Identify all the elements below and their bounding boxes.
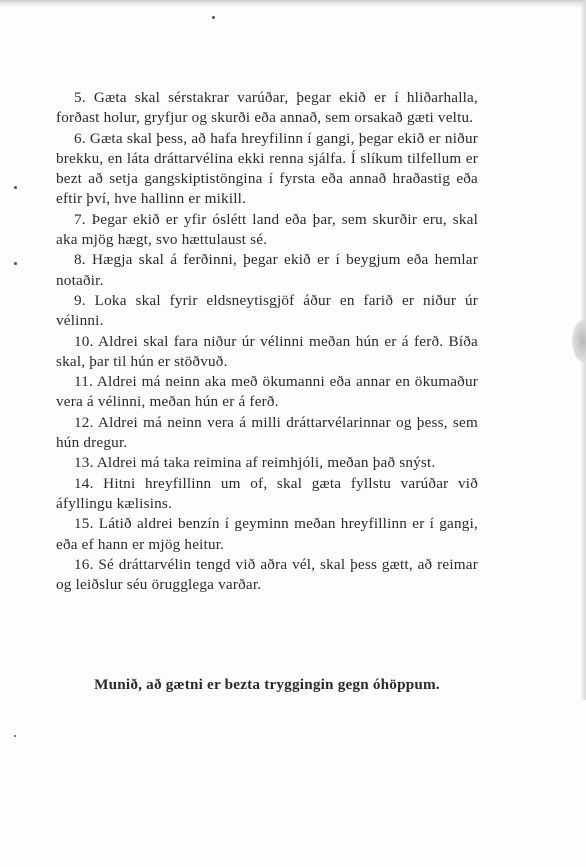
page-top-edge: [0, 0, 586, 8]
binding-shadow: [572, 320, 586, 362]
scan-speck: [14, 186, 17, 189]
scan-speck: [14, 735, 16, 737]
scan-speck: [212, 16, 215, 19]
rule-13: 13. Aldrei má taka reimina af reimhjóli, meðan það snýst.: [74, 454, 436, 472]
rule-14: 14. Hitni hreyfillinn um of, skal gæta fyllstu varúðar við áfyllingu kælisins.: [56, 474, 478, 512]
rule-5: 5. Gæta skal sérstakrar varúðar, þegar ekið er í hliðarhalla, forðast holur, gryfjur og skurði eða annað, sem orsakað gæti veltu.: [56, 89, 478, 127]
scan-speck: [14, 262, 17, 265]
rule-10: 10. Aldrei skal fara niður úr vélinni meðan hún er á ferð. Bíða skal, þar til hún er stöðvuð.: [56, 332, 478, 370]
rules-list: [56, 88, 478, 595]
rule-11: 11. Aldrei má neinn aka með ökumanni eða annar en ökumaður vera á vélinni, meðan hún er á ferð.: [56, 373, 478, 411]
rule-12: 12. Aldrei má neinn vera á milli dráttarvélarinnar og þess, sem hún dregur.: [56, 413, 478, 452]
rule-15: 15. Látið aldrei benzín í geyminn meðan hreyfillinn er í gangi, eða ef hann er mjög heitur.: [56, 515, 478, 553]
rule-8: 8. Hægja skal á ferðinni, þegar ekið er í beygjum eða hemlar notaðir.: [56, 251, 478, 289]
closing-statement: Munið, að gætni er bezta tryggingin gegn óhöppum.: [94, 676, 440, 693]
rule-7: 7. Þegar ekið er yfir óslétt land eða þar, sem skurðir eru, skal aka mjög hægt, svo hættulaust sé.: [56, 210, 478, 249]
rule-6: 6. Gæta skal þess, að hafa hreyfilinn í gangi, þegar ekið er niður brekku, en láta dráttarvélina ekki renna sjálfa. Í slíkum tilfellum er bezt að setja gangskiptistöngina í fyrsta eða annað hraðastig eða eftir því, hve hallinn er mikill.: [56, 129, 478, 208]
rule-16: 16. Sé dráttarvélin tengd við aðra vél, skal þess gætt, að reimar og leiðslur séu örugglega varðar.: [56, 555, 478, 594]
rule-9: 9. Loka skal fyrir eldsneytisgjöf áður en farið er niður úr vélinni.: [56, 291, 478, 330]
